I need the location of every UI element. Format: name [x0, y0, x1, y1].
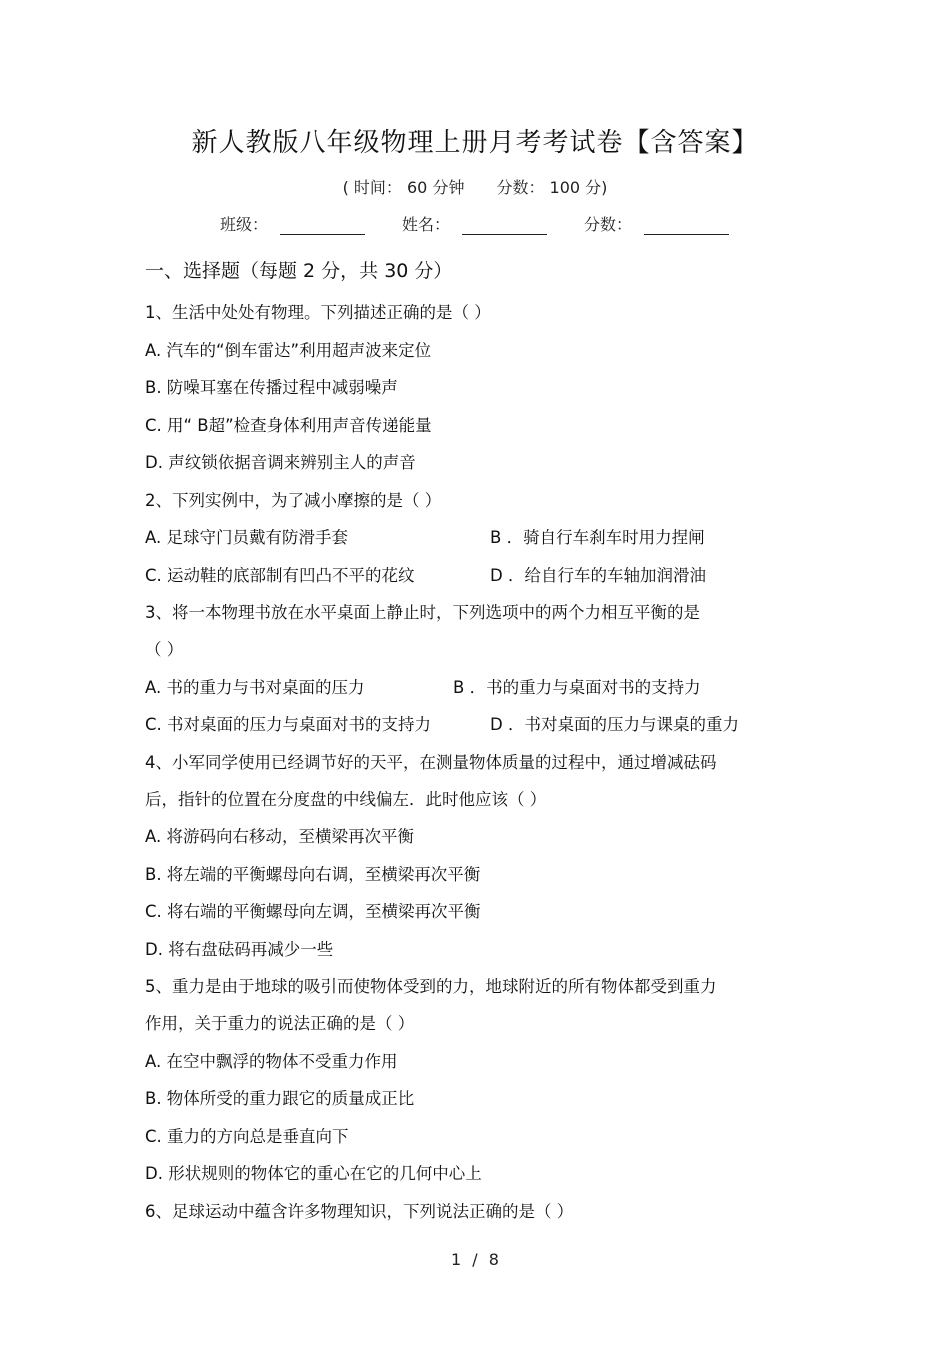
question-3-stem: 3、将一本物理书放在水平桌面上静止时，下列选项中的两个力相互平衡的是	[145, 603, 700, 622]
question-5-option-b: B. 物体所受的重力跟它的质量成正比	[145, 1089, 415, 1108]
class-label: 班级：	[220, 215, 269, 234]
question-2-stem: 2、下列实例中，为了减小摩擦的是（ ）	[145, 491, 442, 510]
name-blank[interactable]	[462, 216, 547, 235]
question-4-option-d: D. 将右盘砝码再减少一些	[145, 940, 334, 959]
question-4-option-a: A. 将游码向右移动，至横梁再次平衡	[145, 827, 414, 846]
question-4-option-b: B. 将左端的平衡螺母向右调，至横梁再次平衡	[145, 865, 481, 884]
question-5-stem-cont: 作用，关于重力的说法正确的是（ ）	[145, 1014, 415, 1033]
question-5-option-d: D. 形状规则的物体它的重心在它的几何中心上	[145, 1164, 482, 1183]
page-number: 1 / 8	[451, 1250, 499, 1269]
question-5-option-a: A. 在空中飘浮的物体不受重力作用	[145, 1052, 398, 1071]
score-blank[interactable]	[644, 216, 729, 235]
class-field	[220, 212, 365, 235]
question-1-option-c: C. 用“ B超”检查身体利用声音传递能量	[145, 416, 432, 435]
question-3-option-b: B ．书的重力与桌面对书的支持力	[453, 678, 701, 697]
time-info: ( 时间： 60 分钟	[342, 178, 465, 197]
question-2-option-d: D ．给自行车的车轴加润滑油	[490, 566, 706, 585]
question-1-option-b: B. 防噪耳塞在传播过程中减弱噪声	[145, 378, 398, 397]
question-5-stem: 5、重力是由于地球的吸引而使物体受到的力，地球附近的所有物体都受到重力	[145, 977, 717, 996]
class-blank[interactable]	[280, 216, 365, 235]
question-4-option-c: C. 将右端的平衡螺母向左调，至横梁再次平衡	[145, 902, 481, 921]
question-2-option-a: A. 足球守门员戴有防滑手套	[145, 528, 348, 547]
section-title: 一、选择题（每题 2 分，共 30 分）	[145, 260, 453, 282]
page-title: 新人教版八年级物理上册月考考试卷【含答案】	[191, 128, 759, 158]
question-1-stem: 1、生活中处处有物理。下列描述正确的是（ ）	[145, 303, 491, 322]
exam-subtitle	[0, 175, 950, 198]
name-field	[402, 212, 547, 235]
question-1-option-a: A. 汽车的“倒车雷达”利用超声波来定位	[145, 341, 432, 360]
question-2-option-c: C. 运动鞋的底部制有凹凸不平的花纹	[145, 566, 415, 585]
question-3-option-a: A. 书的重力与书对桌面的压力	[145, 678, 365, 697]
question-3-option-c: C. 书对桌面的压力与桌面对书的支持力	[145, 715, 432, 734]
question-6-stem: 6、足球运动中蕴含许多物理知识，下列说法正确的是（ ）	[145, 1202, 574, 1221]
question-4-stem: 4、小军同学使用已经调节好的天平，在测量物体质量的过程中，通过增减砝码	[145, 753, 717, 772]
score-field	[584, 212, 729, 235]
question-2-option-b: B ．骑自行车刹车时用力捏闸	[490, 528, 705, 547]
question-1-option-d: D. 声纹锁依据音调来辨别主人的声音	[145, 453, 416, 472]
question-3-option-d: D ．书对桌面的压力与课桌的重力	[490, 715, 739, 734]
name-label: 姓名：	[402, 215, 451, 234]
question-4-stem-cont: 后，指针的位置在分度盘的中线偏左．此时他应该（ ）	[145, 790, 547, 809]
question-5-option-c: C. 重力的方向总是垂直向下	[145, 1127, 349, 1146]
score-label: 分数：	[584, 215, 633, 234]
score-info: 分数： 100 分)	[496, 178, 608, 197]
question-3-stem-cont: （ ）	[145, 640, 184, 659]
